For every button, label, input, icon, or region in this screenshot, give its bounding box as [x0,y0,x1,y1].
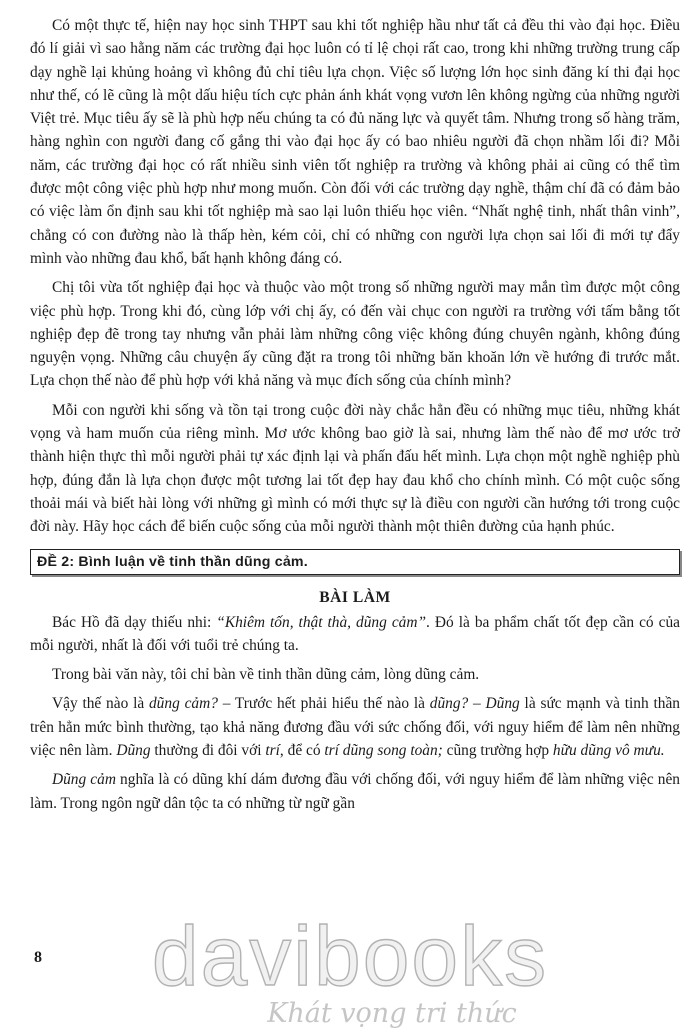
essay-p3-italic-2: dũng? – Dũng [429,695,520,713]
watermark-slogan: Khát vọng tri thức [267,998,517,1029]
essay-paragraph-1 [30,611,680,658]
essay-p3-text-3: là sức mạnh và tinh thần trên hẳn mức bình thường, tạo khả năng đương đầu với sức chống đối, với nguy hiểm để làm nên những việc nên làm. [30,695,680,760]
essay-paragraph-3 [30,692,680,762]
book-page [30,14,680,815]
essay-p3-text-1: Vậy thế nào là [52,695,149,713]
page-number: 8 [34,949,42,966]
essay-p3-text-4: thường đi đôi với [150,742,266,760]
essay-p4-italic-1: Dũng cảm [52,771,116,789]
essay-p1-lead: Bác Hồ đã dạy thiếu nhi: [52,613,217,631]
essay-p3-italic-6: hữu dũng vô mưu. [552,742,665,760]
topic-box: ĐỀ 2: Bình luận về tinh thần dũng cảm. [30,549,680,575]
intro-paragraph-2: Chị tôi vừa tốt nghiệp đại học và thuộc vào một trong số những người may mắn tìm được một công việc phù hợp. Trong khi đó, cùng lớp với chị ấy, có đến vài chục con người ra trường với tấm bằng tốt nghiệp đẹp đẽ trong tay nhưng vẫn phải làm những công việc không đúng chuyên ngành, không đúng nguyện vọng. Những câu chuyện ấy cũng đặt ra trong tôi những băn khoăn lớn về hướng đi trước mắt. Lựa chọn thế nào để phù hợp với khả năng và mục đích sống của chính mình? [30,279,680,390]
essay-p3-italic-1: dũng cảm? [148,695,218,713]
essay-heading: BÀI LÀM [319,588,391,606]
essay-p3-text-6: cũng trường hợp [442,742,553,760]
essay-paragraph-4 [30,768,680,815]
essay-p3-italic-3: Dũng [116,742,151,760]
watermark-brand: davibooks [151,909,549,1003]
essay-p3-italic-5: trí dũng song toàn; [324,742,443,760]
essay-p1-tail: . Đó là ba phẩm chất tốt đẹp cần có của mỗi người, nhất là đối với tuổi trẻ chúng ta. [30,613,680,654]
essay-p3-text-5: , để có [279,742,325,760]
essay-p1-quote: “Khiêm tốn, thật thà, dũng cảm” [216,613,427,631]
essay-p3-text-2: – Trước hết phải hiểu thế nào là [217,695,430,713]
essay-p4-text-1: nghĩa là có dũng khí dám đương đầu với chống đối, với nguy hiểm để làm những việc nên làm. Trong ngôn ngữ dân tộc ta có những từ ngữ gần [30,771,680,812]
essay-paragraph-2: Trong bài văn này, tôi chỉ bàn về tinh thần dũng cảm, lòng dũng cảm. [52,666,480,684]
intro-paragraph-1: Có một thực tế, hiện nay học sinh THPT sau khi tốt nghiệp hầu như tất cả đều thi vào đại học. Điều đó lí giải vì sao hằng năm các trường đại học luôn có tỉ lệ chọi rất cao, trong khi những trường trung cấp dạy nghề lại khủng hoảng vì không đủ chỉ tiêu lựa chọn. Việc số lượng lớn học sinh đăng kí thi đại học như thế, có lẽ cũng là một dấu hiệu tích cực phản ánh khát vọng vươn lên không ngừng của những người Việt trẻ. Mục tiêu ấy sẽ là phù hợp nếu chúng ta có đủ năng lực và quyết tâm. Nhưng trong số hàng trăm, hàng nghìn con người đang cố gắng thi vào đại học ấy có bao nhiêu người đã chọn nhầm lối đi? Mỗi năm, các trường đại học có rất nhiều sinh viên tốt nghiệp ra trường và không phải ai cũng có thể tìm được một công việc phù hợp như mong muốn. Còn đối với các trường dạy nghề, thậm chí đã có đảm bảo có việc làm ổn định sau khi tốt nghiệp mà sao lại luôn thiếu học viên. “Nhất nghệ tinh, nhất thân vinh”, chẳng có con đường nào là thấp hèn, kém cỏi, chỉ có những con người lựa chọn sai lối đi mới tự đẩy mình vào những đau khổ, bất hạnh không đáng có. [30,17,680,267]
essay-p3-italic-4: trí [265,742,280,760]
intro-paragraph-3: Mỗi con người khi sống và tồn tại trong cuộc đời này chắc hẳn đều có những mục tiêu, những khát vọng và ham muốn của riêng mình. Mơ ước không bao giờ là sai, nhưng làm thế nào để mơ ước trở thành hiện thực thì mỗi người phải tự xác định lại và phấn đấu hết mình. Lựa chọn một nghề nghiệp phù hợp, đúng đắn là lựa chọn được một tương lai tốt đẹp hay đau khổ cho chính mình. Có một cuộc sống thoải mái và biết hài lòng với những gì mình có mới thực sự là điều con người cần hướng tới trong cuộc đời này. Hãy học cách để biến cuộc sống của mỗi người thành một thiên đường của hạnh phúc. [30,401,680,536]
